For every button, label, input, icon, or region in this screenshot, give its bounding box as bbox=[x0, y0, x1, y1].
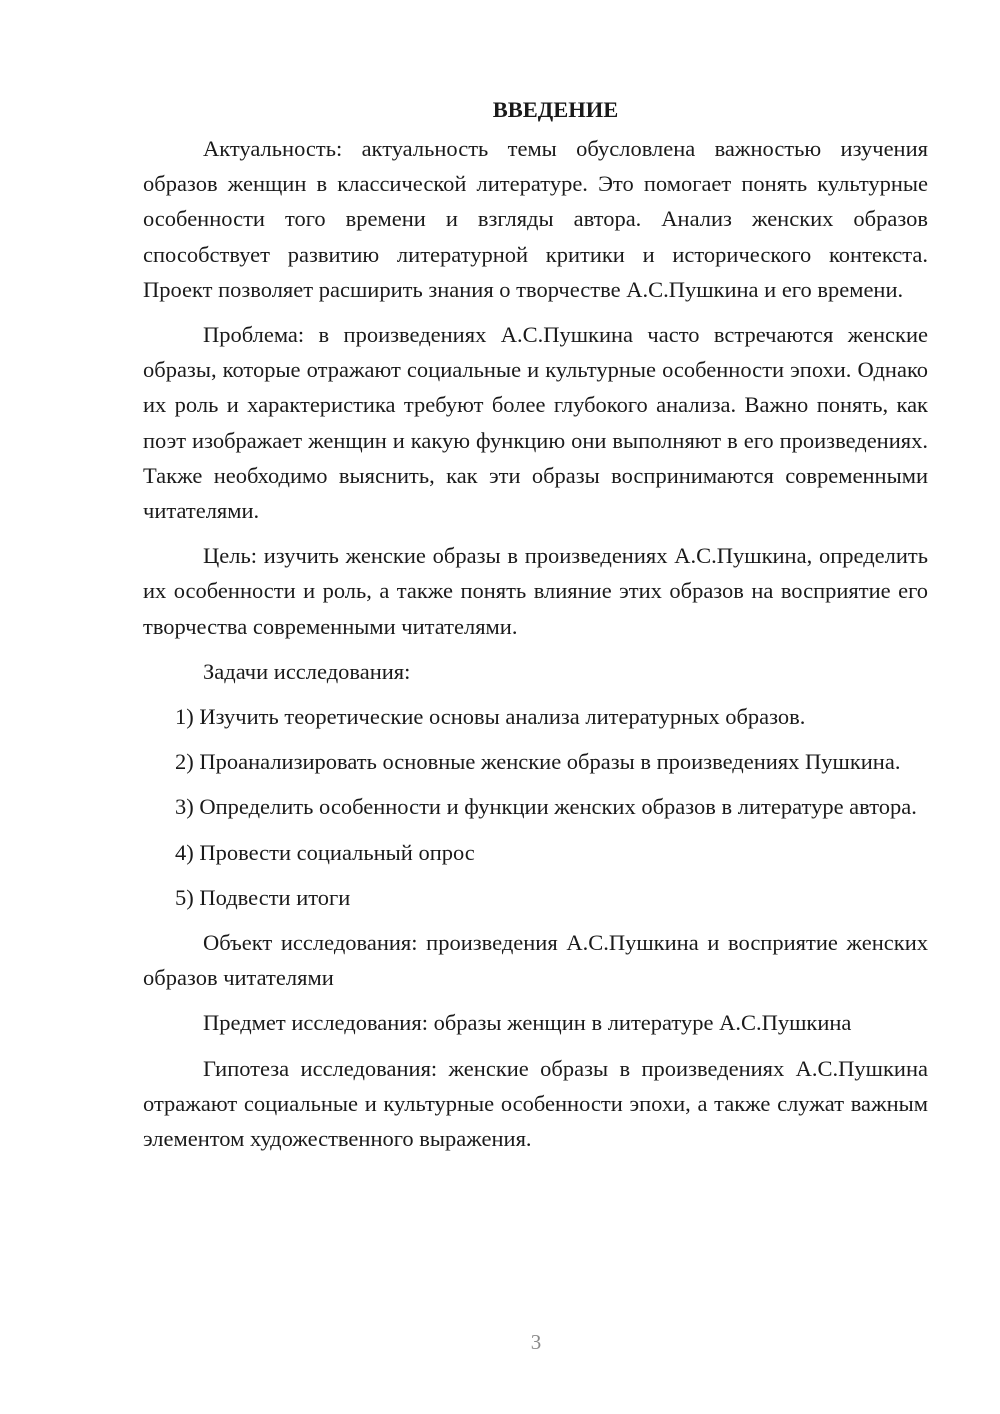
tasks-heading: Задачи исследования: bbox=[203, 658, 411, 684]
paragraph-problem: Проблема: в произведениях А.С.Пушкина часто встречаются женские образы, которые отражают социальные и культурные особенности эпохи. Однако их роль и характеристика требуют более глубокого анализа. Важно понять, как поэт изображает женщин и какую функцию они выполняют в его произведениях. Также необходимо выяснить, как эти образы воспринимаются современными читателями. bbox=[143, 322, 928, 524]
paragraph-relevance: Актуальность: актуальность темы обусловлена важностью изучения образов женщин в классической литературе. Это помогает понять культурные особенности того времени и взгляды автора. Анализ женских образов способствует развитию литературной критики и исторического контекста. Проект позволяет расширить знания о творчестве А.С.Пушкина и его времени. bbox=[143, 136, 928, 302]
page-number: 3 bbox=[530, 1330, 542, 1354]
paragraph-subject: Предмет исследования: образы женщин в литературе А.С.Пушкина bbox=[203, 1010, 852, 1036]
task-item: 3) Определить особенности и функции женских образов в литературе автора. bbox=[175, 794, 917, 820]
paragraph-goal: Цель: изучить женские образы в произведениях А.С.Пушкина, определить их особенности и роль, а также понять влияние этих образов на восприятие его творчества современными читателями. bbox=[143, 543, 928, 639]
section-title: ВВЕДЕНИЕ bbox=[492, 97, 619, 122]
paragraph-object: Объект исследования: произведения А.С.Пушкина и восприятие женских образов читателями bbox=[143, 930, 928, 991]
task-item: 1) Изучить теоретические основы анализа литературных образов. bbox=[175, 704, 806, 730]
task-item: 2) Проанализировать основные женские образы в произведениях Пушкина. bbox=[175, 749, 901, 775]
document-page bbox=[143, 92, 928, 1166]
task-item: 4) Провести социальный опрос bbox=[175, 839, 475, 865]
task-item: 5) Подвести итоги bbox=[175, 884, 351, 910]
paragraph-hypothesis: Гипотеза исследования: женские образы в произведениях А.С.Пушкина отражают социальные и культурные особенности эпохи, а также служат важным элементом художественного выражения. bbox=[143, 1055, 928, 1152]
